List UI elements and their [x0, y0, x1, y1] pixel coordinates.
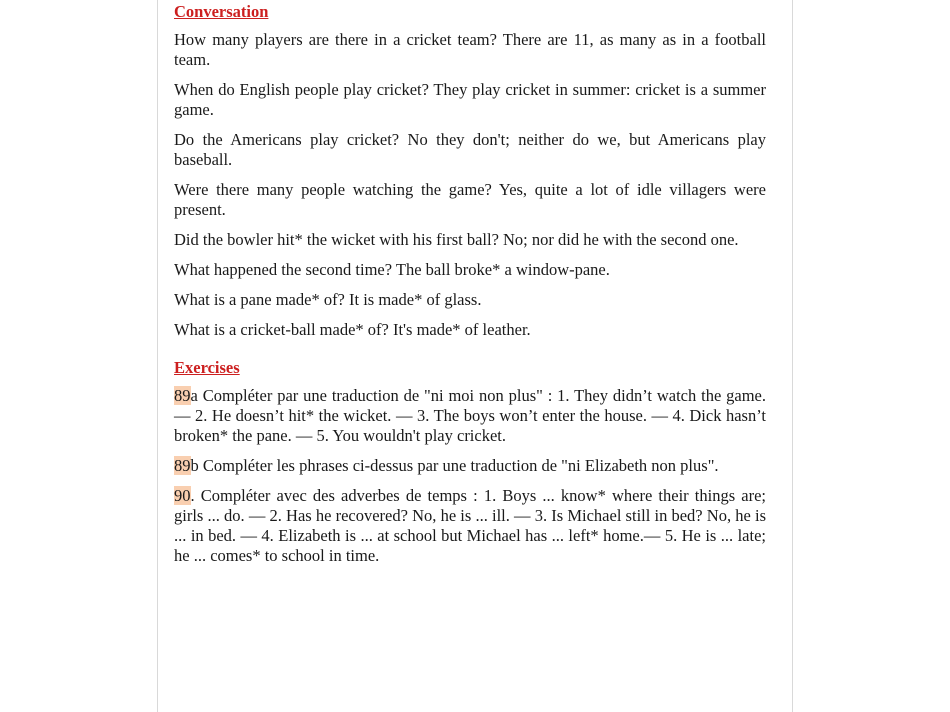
exercise-number: 90 [174, 486, 191, 505]
conversation-heading: Conversation [174, 2, 269, 21]
conversation-line: Did the bowler hit* the wicket with his first ball? No; nor did he with the second one. [174, 230, 739, 249]
exercise-text: b Compléter les phrases ci-dessus par une traduction de "ni Elizabeth non plus". [190, 456, 719, 475]
conversation-line: What happened the second time? The ball broke* a window-pane. [174, 260, 610, 279]
page-content [174, 2, 766, 576]
document-page [157, 0, 793, 712]
conversation-line: Were there many people watching the game? Yes, quite a lot of idle villagers were present. [174, 180, 766, 219]
exercise-item [174, 456, 766, 476]
conversation-line: Do the Americans play cricket? No they don't; neither do we, but Americans play baseball. [174, 130, 766, 169]
exercise-number: 89 [174, 456, 191, 475]
exercise-text: . Compléter avec des adverbes de temps : 1. Boys ... know* where their things are; girls ... do. — 2. Has he recovered? No, he is ... ill. — 3. Is Michael still in bed? No, he is ... in bed. — 4. Elizabeth is ... at school but Michael has ... left* home.— 5. He is ... late; he ... comes* to school in time. [174, 486, 766, 565]
exercise-item [174, 386, 766, 446]
exercise-text: a Compléter par une traduction de "ni moi non plus" : 1. They didn’t watch the game. — 2. He doesn’t hit* the wicket. — 3. The boys won’t enter the house. — 4. Dick hasn’t broken* the pane. — 5. You wouldn't play cricket. [174, 386, 766, 445]
conversation-line: When do English people play cricket? They play cricket in summer: cricket is a summer game. [174, 80, 766, 119]
exercises-heading: Exercises [174, 358, 240, 377]
conversation-line: How many players are there in a cricket team? There are 11, as many as in a football team. [174, 30, 766, 69]
conversation-line: What is a pane made* of? It is made* of glass. [174, 290, 482, 309]
exercise-item [174, 486, 766, 566]
exercise-number: 89 [174, 386, 191, 405]
conversation-line: What is a cricket-ball made* of? It's made* of leather. [174, 320, 531, 339]
